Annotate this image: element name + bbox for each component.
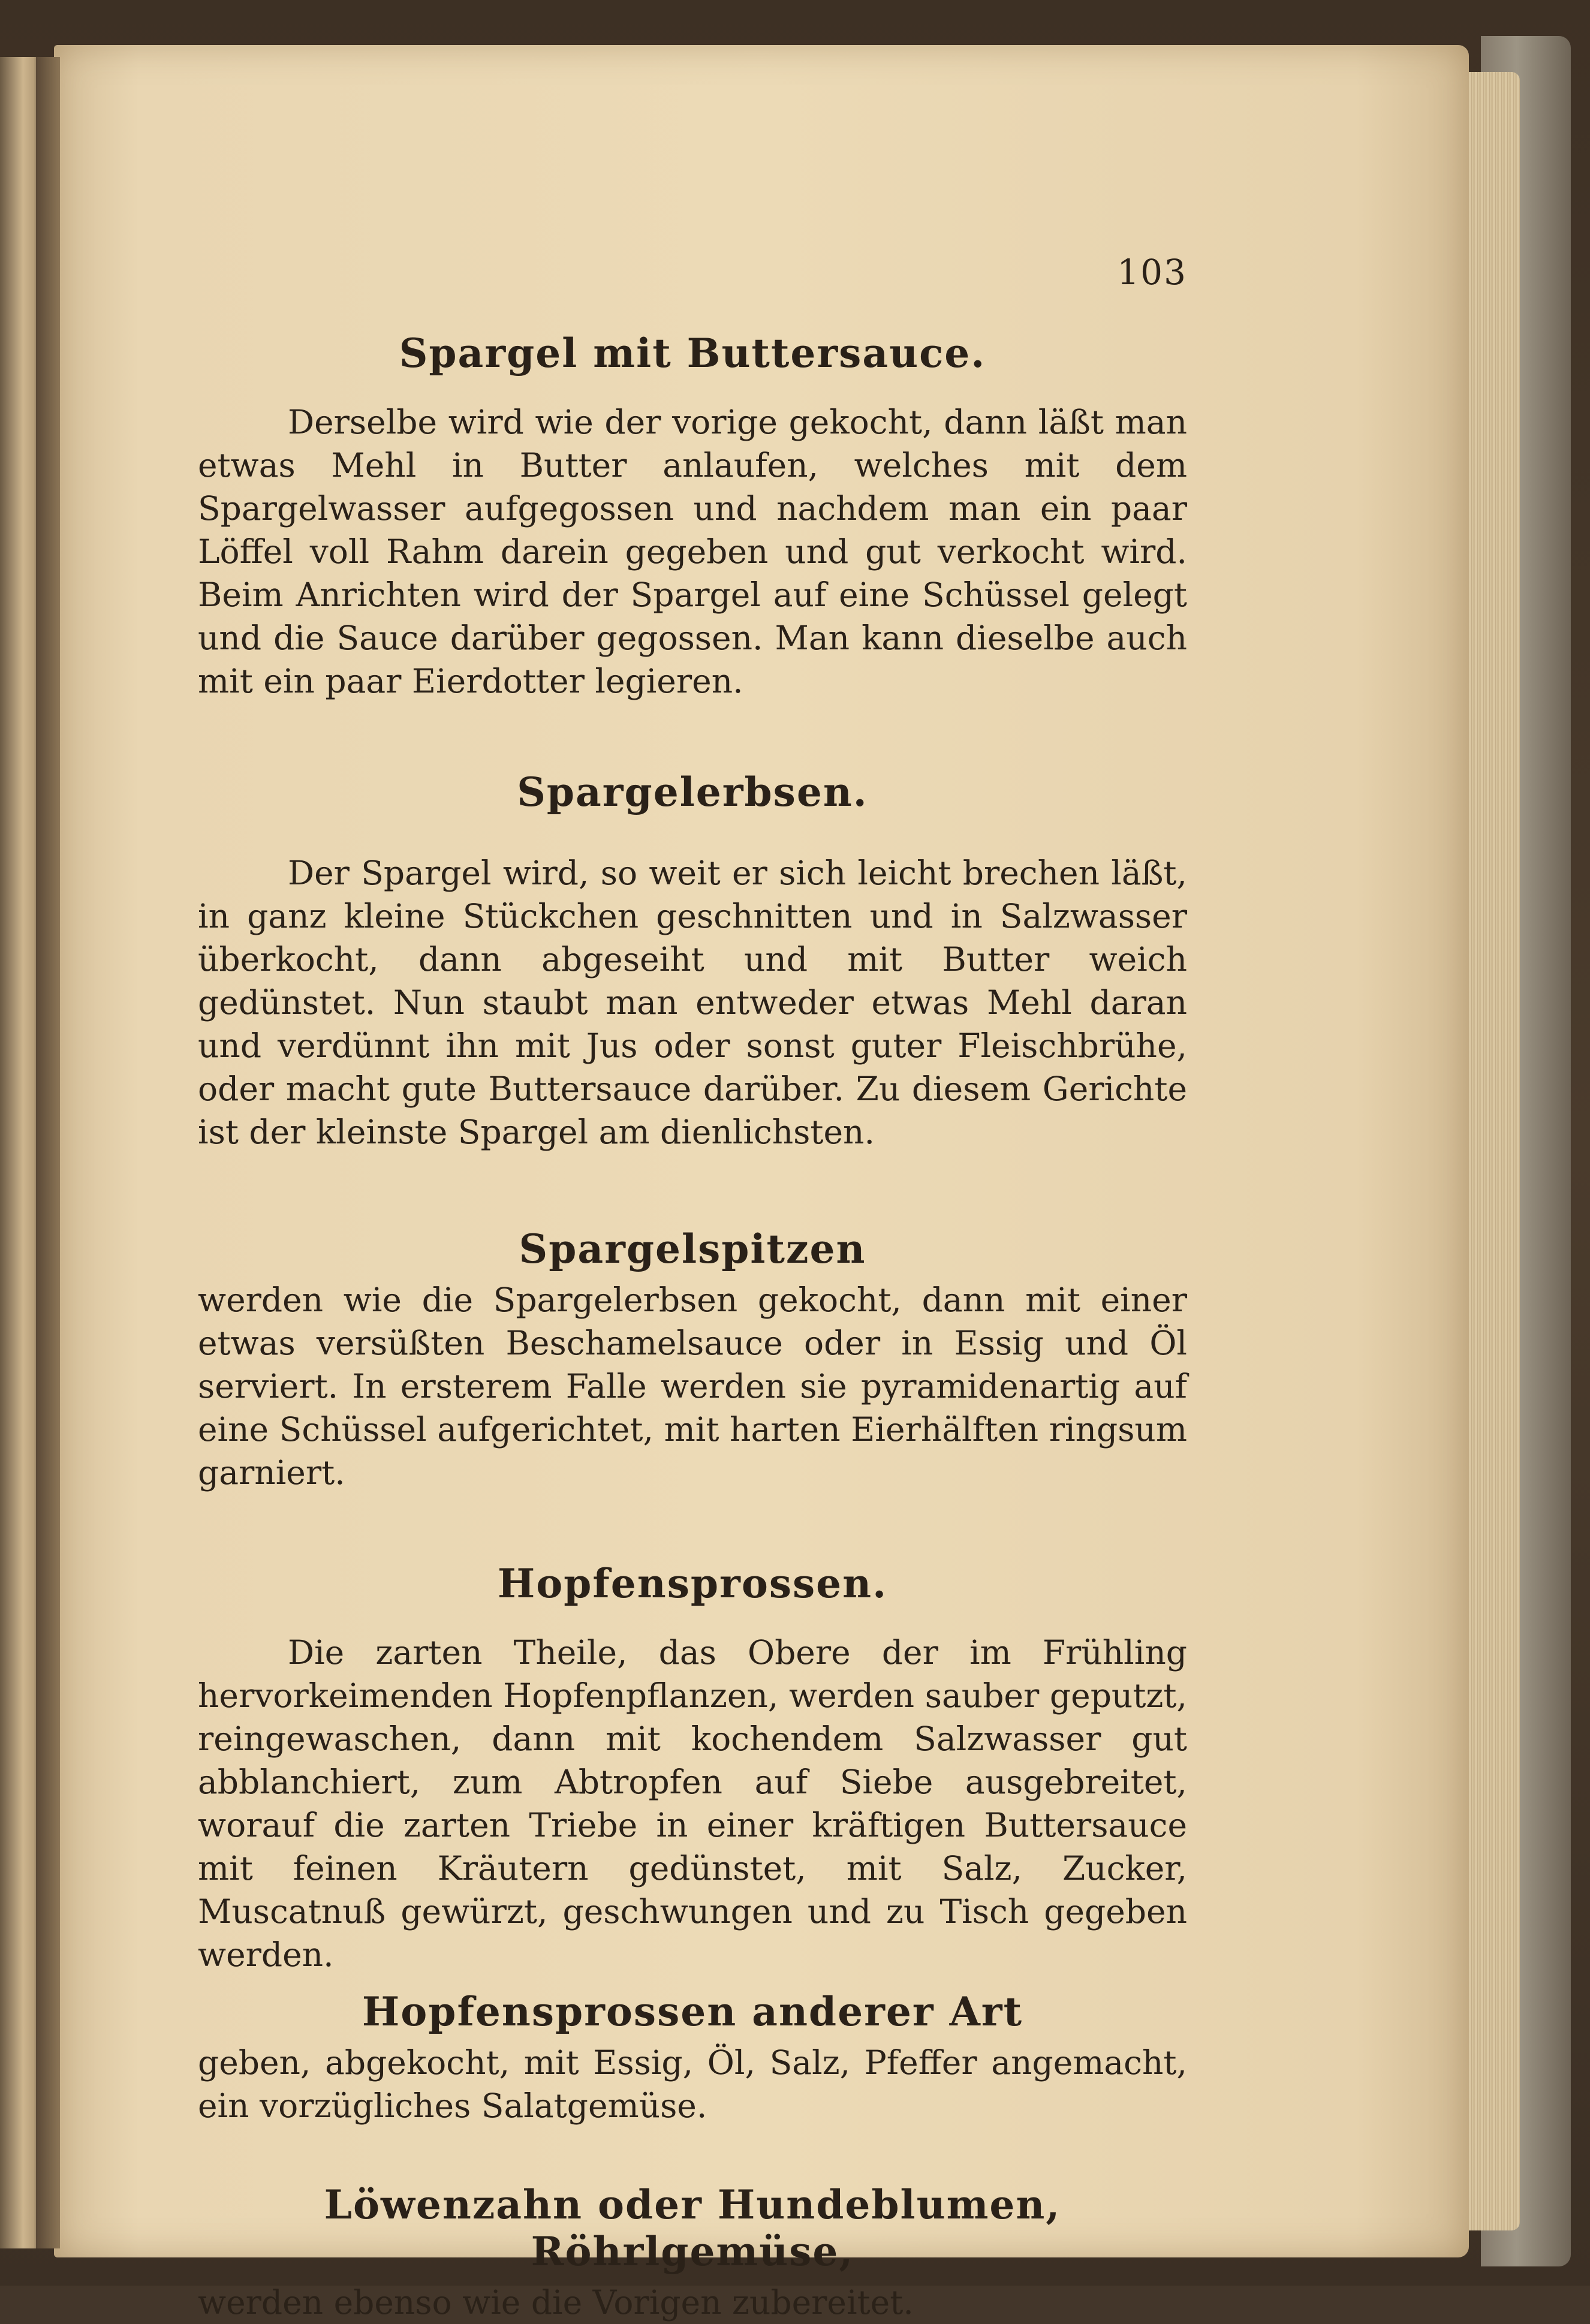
section-title-spargelerbsen: Spargelerbsen. bbox=[517, 769, 868, 815]
section-body-spargelspitzen: werden wie die Spargelerbsen gekocht, dann mit einer etwas versüßten Beschamelsauce oder in Essig und Öl serviert. In ersterem Falle werden sie pyramidenartig auf eine Schüssel aufgerichtet, mit harten Eierhälften ringsum garniert. bbox=[198, 1281, 1187, 1492]
section-body-spargel-mit-buttersauce: Derselbe wird wie der vorige gekocht, dann läßt man etwas Mehl in Butter anlaufen, welches mit dem Spargelwasser aufgegossen und nachdem man ein paar Löffel voll Rahm darein gegeben und gut verkocht wird. Beim Anrichten wird der Spargel auf eine Schüssel gelegt und die Sauce darüber gegossen. Man kann dieselbe auch mit ein paar Eierdotter legieren. bbox=[198, 403, 1187, 700]
page-number: 103 bbox=[1117, 252, 1187, 293]
book-gutter bbox=[36, 57, 60, 2248]
section-title-loewenzahn: Löwenzahn oder Hundeblumen, Röhrlgemüse, bbox=[324, 2181, 1061, 2275]
section-body-spargelerbsen: Der Spargel wird, so weit er sich leicht brechen läßt, in ganz kleine Stückchen geschnitten und in Salzwasser überkocht, dann abgeseiht und mit Butter weich gedünstet. Nun staubt man entweder etwas Mehl daran und verdünnt ihn mit Jus oder sonst guter Fleischbrühe, oder macht gute Buttersauce darüber. Zu diesem Gerichte ist der kleinste Spargel am dienlichsten. bbox=[198, 854, 1187, 1151]
section-body-loewenzahn: werden ebenso wie die Vorigen zubereitet. bbox=[198, 2283, 914, 2322]
section-title-spargel-mit-buttersauce: Spargel mit Buttersauce. bbox=[399, 330, 986, 377]
page-text-block bbox=[198, 228, 1187, 2324]
section-title-hopfensprossen-anderer-art: Hopfensprossen anderer Art bbox=[362, 1988, 1023, 2035]
section-body-hopfensprossen: Die zarten Theile, das Obere der im Frühling hervorkeimenden Hopfenpflanzen, werden sauber geputzt, reingewaschen, dann mit kochendem Salzwasser gut abblanchiert, zum Abtropfen auf Siebe ausgebreitet, worauf die zarten Triebe in einer kräftigen Buttersauce mit feinen Kräutern gedünstet, mit Salz, Zucker, Muscatnuß gewürzt, geschwungen und zu Tisch gegeben werden. bbox=[198, 1633, 1187, 1974]
section-title-spargelspitzen: Spargelspitzen bbox=[519, 1226, 866, 1272]
section-body-hopfensprossen-anderer-art: geben, abgekocht, mit Essig, Öl, Salz, Pfeffer angemacht, ein vorzügliches Salatgemüse. bbox=[198, 2043, 1187, 2125]
section-title-hopfensprossen: Hopfensprossen. bbox=[497, 1560, 888, 1607]
